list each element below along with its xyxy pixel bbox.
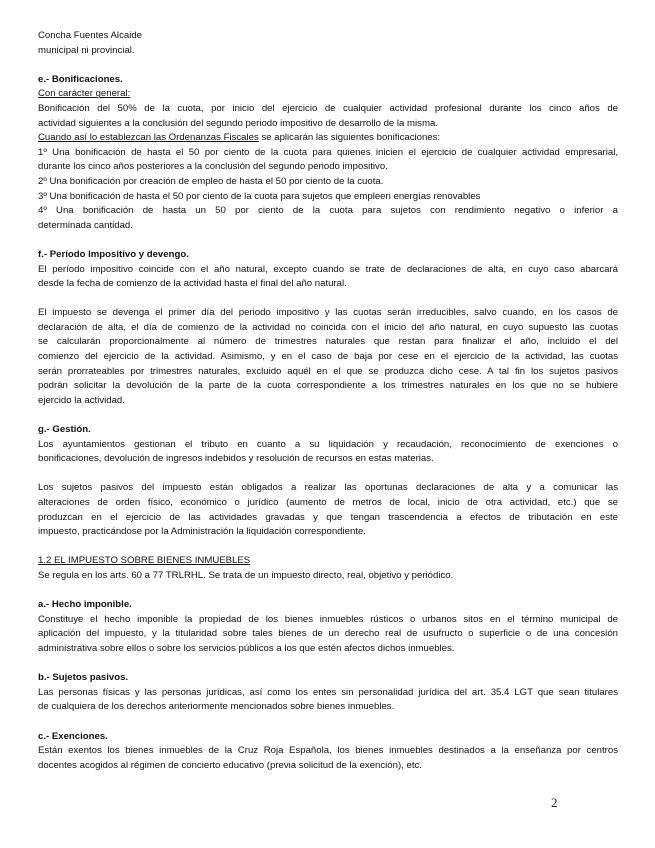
section-e-title: e.- Bonificaciones. [38,73,123,85]
paragraph-line: docentes acogidos al régimen de concierto educativo (previa solicitud de la exención), etc. [38,759,422,771]
paragraph-line: se calcularán proporcionalmente al número de trimestres naturales que restan para finalizar el año, incluido el del [38,336,618,348]
section-a-title: a.- Hecho imponible. [38,599,132,611]
section-g-title: g.- Gestión. [38,424,91,436]
paragraph-line: El período impositivo coincide con el año natural, excepto cuando se trate de declaraciones de alta, en cuyo caso abarcará [38,263,618,275]
continued-text: municipal ni provincial. [38,44,135,56]
paragraph-line: Constituye el hecho imponible la propiedad de los bienes inmuebles rústicos o urbanos sitos en el término municipal de [38,613,618,625]
section-f-title: f.- Período Impositivo y devengo. [38,248,189,260]
paragraph-line: Están exentos los bienes inmuebles de la Cruz Roja Española, los bienes inmuebles destinados a la enseñanza por centros [38,745,618,757]
list-item: 1º Una bonificación de hasta el 50 por ciento de la cuota para quienes inicien el ejercicio de cualquier actividad empresarial, [38,146,618,158]
paragraph-line: administrativa sobre ellos o sobre los servicios públicos a los que estén afectos dichos inmuebles. [38,642,455,654]
paragraph-line: Los ayuntamientos gestionan el tributo en cuanto a su liquidación y recaudación, reconocimiento de exenciones o [38,438,618,450]
paragraph-line: declaración de alta, el día de comienzo de la actividad no coincida con el inicio del año natural, en cuyo supuesto las cuotas [38,321,618,333]
paragraph-line: produzcan en el ejercicio de las actividades gravadas y que tengan trascendencia a efectos de tributación en este [38,511,618,523]
header-author: Concha Fuentes Alcaide [38,30,142,41]
ordenanzas-underlined: Cuando así lo establezcan las Ordenanzas Fiscales [38,132,259,144]
paragraph-line: El impuesto se devenga el primer día del periodo impositivo y las cuotas serán irreducibles, salvo cuando, en los casos de [38,307,618,319]
list-item: 2º Una bonificación por creación de empleo de hasta el 50 por ciento de la cuota. [38,175,384,187]
section-b-title: b.- Sujetos pasivos. [38,672,129,684]
paragraph-line: de cualquiera de los derechos anteriormente mencionados sobre bienes inmuebles. [38,701,395,713]
paragraph-line: actividad siguientes a la conclusión del segundo periodo impositivo de desarrollo de la misma. [38,117,438,129]
ibi-intro: Se regula en los arts. 60 a 77 TRLRHL. Se trata de un impuesto directo, real, objetivo y periódico. [38,569,454,581]
list-item: 3º Una bonificación de hasta el 50 por ciento de la cuota para sujetos que empleen energías renovables [38,190,481,202]
paragraph-line: podrán solicitar la devolución de la parte de la cuota correspondiente a los trimestres naturales en los que no se hubiere [38,380,618,392]
paragraph-line: alteraciones de orden físico, económico o jurídico (aumento de metros de local, inicio de otra actividad, etc.) que se [38,497,618,508]
list-item: 4º Una bonificación de hasta un 50 por ciento de la cuota para sujetos con rendimiento negativo o inferior a [38,205,618,217]
paragraph-line: comienzo del ejercicio de la actividad. Asimismo, y en el caso de baja por cese en el ejercicio de la actividad, las cuotas [38,351,618,363]
paragraph-line: serán prorrateables por trimestres naturales, excluido aquél en el que se produzca dicho cese. A tal fin los sujetos pasivos [38,365,618,377]
document-page [38,29,618,773]
list-item: determinada cantidad. [38,219,133,231]
paragraph-line: impuesto, practicándose por la Administración la liquidación correspondiente. [38,526,366,538]
paragraph-line: Bonificación del 50% de la cuota, por inicio del ejercicio de cualquier actividad profesional durante los cinco años de [38,102,618,114]
section-c-title: c.- Exenciones. [38,730,108,742]
ordenanzas-rest: se aplicarán las siguientes bonificaciones: [258,132,441,144]
paragraph-line: bonificaciones, devolución de ingresos indebidos y resolución de recursos en estas materias. [38,453,434,465]
paragraph-line: Las personas físicas y las personas jurídicas, así como los entes sin personalidad jurídica del art. 35.4 LGT que sean titulares [38,686,618,698]
paragraph-line: aplicación del impuesto, y la titularidad sobre tales bienes de un derecho real de usufructo o superficie o de una concesión [38,628,618,640]
ordenanzas-line [38,131,618,146]
ibi-heading: 1.2 EL IMPUESTO SOBRE BIENES INMUEBLES [38,555,251,567]
list-item: durante los cinco años posteriores a la conclusión del segundo periodo impositivo. [38,161,388,173]
paragraph-line: Los sujetos pasivos del impuesto están obligados a realizar las oportunas declaraciones de alta y a comunicar las [38,482,618,494]
page-number: 2 [551,795,558,810]
paragraph-line: ejercido la actividad. [38,394,125,406]
general-label: Con carácter general: [38,88,131,100]
paragraph-line: desde la fecha de comienzo de la actividad hasta el final del año natural. [38,278,347,290]
